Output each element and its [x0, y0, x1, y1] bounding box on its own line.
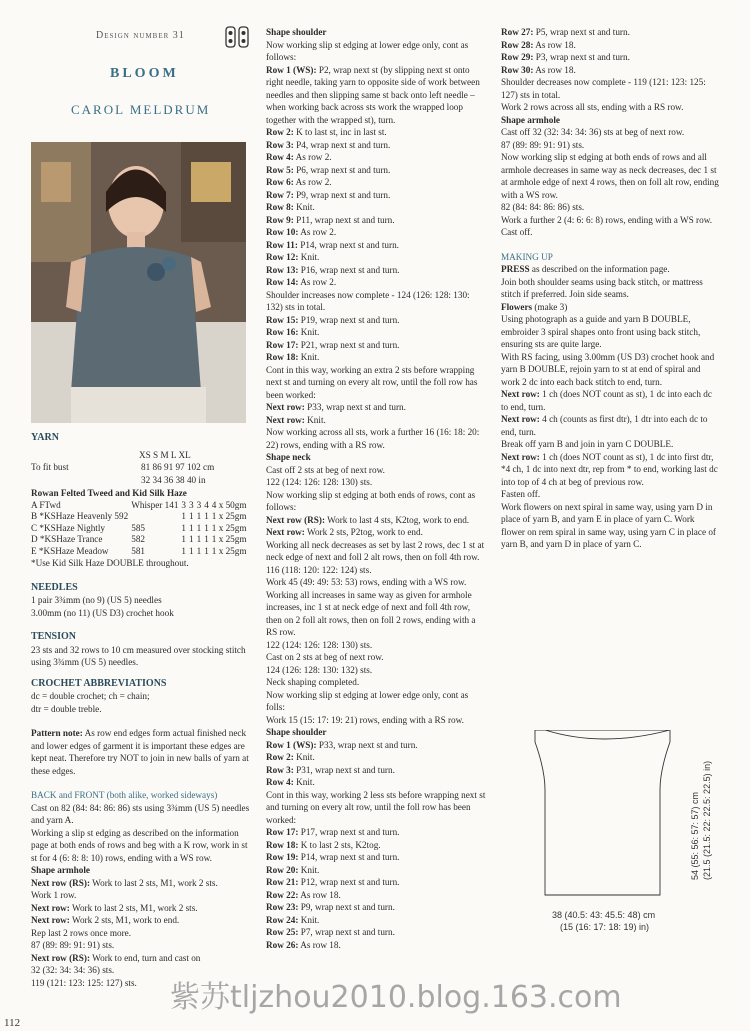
row-label: Next row (RS): [31, 952, 91, 963]
row-label: Row 15: [266, 314, 299, 325]
row-text: Knit. [307, 414, 326, 425]
yarn-cell: B *KSHaze Heavenly 592 [31, 511, 129, 521]
sizes-row: XS S M L XL [139, 449, 191, 460]
row-label: Row 17: [266, 827, 299, 837]
pattern-row [266, 776, 488, 789]
yarn-cell: A FTwd [31, 499, 61, 510]
row-label: Row 12: [266, 252, 299, 262]
yarn-cell: 1 x 25gm [211, 545, 247, 556]
row-label: Row 18: [266, 839, 299, 850]
row-text: Knit. [300, 252, 320, 262]
row-text: As row 18. [535, 64, 576, 75]
row-label: Row 11: [266, 239, 298, 250]
pattern-row [266, 314, 488, 327]
pattern-row [266, 851, 488, 864]
row-label: Row 30: [501, 64, 534, 75]
instruction-text: Working a slip st edging as described on the information page at both ends of rows and beg with a K row, work in st st for 4 (6: 8: 8: 10) rows, ending with a WS row. [31, 827, 248, 863]
row-label: PRESS [501, 264, 530, 274]
row-label: Row 25: [266, 927, 299, 937]
row-label: Row 2: [266, 752, 294, 762]
width-label: (15 (16: 17: 18: 19) in) [560, 922, 650, 932]
yarn-cell: 585 [131, 522, 145, 533]
pattern-row [266, 176, 488, 189]
crochet-abbrev: dtr = double treble. [31, 703, 102, 714]
pattern-row [501, 39, 719, 52]
yarn-cell: 1 x 25gm [211, 511, 247, 521]
instruction-text: Now working slip st edging at lower edge only, cont as follows: [266, 39, 469, 62]
row-text: Knit. [296, 752, 315, 762]
tension-heading: TENSION [31, 631, 77, 642]
subheading: Shape shoulder [266, 27, 327, 37]
pattern-note-label: Pattern note: [31, 728, 83, 738]
row-text: Work 2 sts, M1, work to end. [72, 915, 180, 925]
pattern-row [501, 51, 719, 64]
instruction-text: Shoulder decreases now complete - 119 (121: 123: 125: 127) sts in total. [501, 77, 706, 100]
pattern-row [266, 239, 488, 252]
row-label: Row 4: [266, 152, 294, 162]
bust-in: 32 34 36 38 40 in [141, 474, 206, 485]
pattern-row [266, 864, 488, 877]
row-label: Row 1 (WS): [266, 739, 317, 750]
pattern-row [266, 839, 488, 852]
instruction-text: Now working slip st edging at both ends of rows, cont as follows: [266, 489, 476, 512]
model-photo [31, 142, 246, 423]
yarn-row [31, 534, 250, 546]
instruction-text: 82 (84: 84: 86: 86) sts. [501, 202, 585, 212]
row-text: P17, wrap next st and turn. [300, 827, 400, 837]
row-text: Knit. [296, 777, 315, 787]
row-text: P12, wrap next st and turn. [300, 877, 400, 887]
instruction-text: Break off yarn B and join in yarn C DOUBLE. [501, 439, 674, 449]
yarn-cell: 4 x 50gm [211, 499, 247, 510]
row-text: P19, wrap next st and turn. [300, 314, 400, 325]
instruction-text: Working all neck decreases as set by last 2 rows, dec 1 st at neck edge of next and foll 2 alt rows, then on foll 4th row. 116 (118: 120: 122: 124) sts. [266, 539, 485, 575]
instruction-text: Neck shaping completed. [266, 677, 360, 687]
instruction-text: Cast off 2 sts at beg of next row. [266, 464, 385, 475]
yarn-row [31, 511, 250, 523]
row-label: Row 4: [266, 777, 294, 787]
yarn-row [31, 546, 250, 558]
row-text: Knit. [300, 864, 320, 875]
row-text: P14, wrap next st and turn. [300, 852, 400, 862]
row-text: K to last 2 sts, K2tog. [300, 839, 381, 850]
yarn-cell: 1 [189, 522, 194, 533]
subheading: Shape armhole [31, 865, 90, 875]
row-label: Row 16: [266, 327, 299, 337]
row-text: K to last st, inc in last st. [296, 127, 387, 137]
row-label: Next row: [266, 402, 305, 412]
row-text: P14, wrap next st and turn. [300, 239, 399, 250]
yarn-cell: 1 [181, 522, 187, 533]
instruction-text: Shoulder increases now complete - 124 (126: 128: 130: 132) sts in total. [266, 289, 470, 312]
yarn-row [31, 500, 250, 512]
yarn-table [31, 500, 250, 558]
row-text: 1 ch (does NOT count as st), 1 dc into each dc to end, turn. [501, 389, 712, 412]
instruction-text: 87 (89: 89: 91: 91) sts. [31, 940, 115, 950]
row-label: Row 2: [266, 127, 294, 137]
yarn-cell: 1 [196, 534, 202, 544]
instruction-text: Work flowers on next spiral in same way, using yarn D in place of yarn B, and yarn E in place of yarn C. Work flower on rem spiral in same way, using yarn C in place of yarn B, and yarn D in place of yarn C. [501, 501, 716, 549]
row-text: (make 3) [534, 301, 568, 312]
row-label: Row 5: [266, 164, 294, 175]
row-text: As row 18. [535, 39, 576, 50]
instruction-text: Work 15 (15: 17: 19: 21) rows, ending with a RS row. [266, 714, 464, 725]
row-label: Next row: [31, 915, 70, 925]
row-label: Row 17: [266, 339, 299, 350]
row-text: P11, wrap next st and turn. [296, 214, 395, 225]
instruction-text: 32 (32: 34: 34: 36) sts. [31, 965, 115, 975]
yarn-cell: Whisper 141 [131, 499, 179, 510]
needles-line: 3.00mm (no 11) (US D3) crochet hook [31, 607, 174, 618]
instruction-text: Rep last 2 rows once more. [31, 927, 132, 938]
needles-line: 1 pair 3¾mm (no 9) (US 5) needles [31, 595, 162, 605]
instruction-text: Cast on 82 (84: 84: 86: 86) sts using 3¾mm (US 5) needles and yarn A. [31, 802, 250, 825]
pattern-row [266, 826, 488, 839]
row-text: 1 ch (does NOT count as st), 1 dc into first dtr, *4 ch, 1 dc into next dtr, rep from * to end, working last dc into top of 4 ch at beg of previous row. [501, 451, 718, 487]
row-label: Next row: [501, 451, 540, 462]
instruction-text: 87 (89: 89: 91: 91) sts. [501, 139, 585, 150]
row-text: Work to last 4 sts, K2tog, work to end. [327, 514, 470, 525]
instruction-text: Now working slip st edging at both ends of rows and all armhole decreases in same way as neck decreases, dec 1 st at armhole edge of next 4 rows, then on foll alt row, ending with a WS row. [501, 152, 719, 200]
instruction-text: Cont in this way, working an extra 2 sts before wrapping next st and turning on every alt row, until the foll row has been worked: [266, 364, 478, 400]
pattern-row [266, 764, 488, 777]
row-label: Row 10: [266, 227, 299, 237]
yarn-cell: 1 [181, 534, 187, 544]
page-number: 112 [4, 1017, 21, 1029]
yarn-cell: 1 [181, 545, 187, 556]
row-text: Work to end, turn and cast on [92, 952, 201, 963]
yarn-row [31, 523, 250, 535]
row-label: Row 8: [266, 202, 294, 212]
row-label: Row 22: [266, 889, 299, 900]
pattern-title: BLOOM [110, 66, 179, 81]
row-text: P9, wrap next st and turn. [300, 902, 395, 912]
row-text: 4 ch (counts as first dtr), 1 dtr into each dc to end, turn. [501, 414, 708, 437]
row-text: P6, wrap next st and turn. [296, 164, 391, 175]
yarn-cell: 581 [131, 545, 145, 556]
pattern-row [266, 914, 488, 927]
design-number: Design number 31 [96, 30, 185, 41]
row-text: P9, wrap next st and turn. [296, 189, 391, 200]
row-label: Next row (RS): [31, 877, 91, 888]
row-label: Row 23: [266, 902, 299, 912]
yarn-cell: 3 [181, 499, 187, 510]
row-label: Row 21: [266, 877, 299, 887]
row-text: P4, wrap next st and turn. [296, 139, 391, 150]
pattern-row [266, 901, 488, 914]
pattern-note: As row end edges form actual finished neck and lower edges of garment it is important these edges are kept neat. Therefore try NOT to join in new balls of yarn at these edges. [31, 728, 249, 776]
row-label: Row 18: [266, 352, 299, 362]
row-text: as described on the information page. [531, 264, 670, 274]
yarn-cell: 3 [189, 499, 194, 510]
instruction-text: Work 1 row. [31, 890, 77, 900]
row-label: Next row: [501, 414, 540, 424]
instruction-text: 122 (124: 126: 128: 130) sts. [266, 477, 373, 487]
pattern-row [266, 201, 488, 214]
row-label: Row 24: [266, 914, 299, 925]
instruction-text: Working all increases in same way as given for armhole increases, inc 1 st at neck edge of next and foll 4th row, then on 2 foll alt rows, then on foll 2 rows, ending with a RS row. [266, 589, 476, 637]
row-text: Work to last 2 sts, M1, work 2 sts. [72, 902, 198, 913]
instruction-text: Work a further 2 (4: 6: 6: 8) rows, ending with a WS row. [501, 214, 713, 225]
row-text: As row 18. [300, 939, 341, 950]
row-text: P33, wrap next st and turn. [318, 739, 418, 750]
yarn-cell: 4 [204, 499, 209, 510]
needles-heading: NEEDLES [31, 581, 78, 593]
instruction-text: Cast off. [501, 227, 533, 237]
row-label: Row 27: [501, 27, 534, 37]
pattern-row [266, 739, 488, 752]
row-text: As row 18. [300, 889, 341, 900]
row-text: Knit. [300, 352, 320, 362]
pattern-row [266, 264, 488, 277]
row-label: Row 1 (WS): [266, 64, 317, 75]
row-label: Next row (RS): [266, 514, 326, 525]
pattern-row [266, 351, 488, 364]
row-label: Row 3: [266, 139, 294, 150]
yarn-cell: E *KSHaze Meadow [31, 545, 109, 556]
row-label: Row 29: [501, 52, 534, 62]
row-label: Row 7: [266, 189, 294, 200]
yarn-cell: D *KSHaze Trance [31, 534, 103, 544]
row-label: Row 26: [266, 939, 299, 950]
row-label: Next row: [31, 902, 70, 913]
yarn-cell: 1 [204, 545, 209, 556]
instruction-text: Using photograph as a guide and yarn B DOUBLE, embroider 3 spiral shapes onto front using back stitch, ensuring sts are quite large. [501, 314, 701, 349]
instruction-text: Now working across all sts, work a further 16 (16: 18: 20: 22) rows, ending with a RS row. [266, 427, 480, 450]
yarn-cell: 582 [131, 534, 145, 544]
pattern-row [266, 751, 488, 764]
row-text: P7, wrap next st and turn. [300, 927, 395, 937]
instruction-text: With RS facing, using 3.00mm (US D3) crochet hook and yarn B DOUBLE, rejoin yarn to st at end of spiral and work 2 dc into each back stitch to end, turn. [501, 351, 715, 387]
height-label: 54 (55: 56: 57: 57) cm [690, 791, 700, 880]
yarn-cell: 1 [196, 545, 202, 556]
yarn-cell: 1 [189, 545, 194, 556]
row-text: As row 2. [295, 177, 332, 187]
pattern-row [266, 339, 488, 352]
yarn-cell [131, 511, 181, 523]
yarn-cell: 1 x 25gm [211, 522, 247, 533]
yarn-cell: 1 [189, 511, 194, 521]
pattern-row [266, 151, 488, 164]
row-text: Knit. [300, 327, 320, 337]
row-label: Next row: [266, 414, 305, 425]
instruction-text: Cast off 32 (32: 34: 34: 36) sts at beg of next row. [501, 127, 685, 137]
instruction-text: Work 45 (49: 49: 53: 53) rows, ending with a WS row. [266, 577, 467, 587]
row-label: Row 9: [266, 214, 294, 225]
row-label: Row 13: [266, 264, 299, 275]
pattern-row [266, 276, 488, 289]
pattern-row [266, 164, 488, 177]
pattern-row [501, 26, 719, 39]
instruction-text: 122 (124: 126: 128: 130) sts. [266, 639, 373, 650]
row-label: Row 28: [501, 39, 534, 50]
row-text: P16, wrap next st and turn. [300, 264, 400, 275]
row-text: P31, wrap next st and turn. [296, 764, 395, 775]
width-label: 38 (40.5: 43: 45.5: 48) cm [552, 910, 656, 920]
pattern-row [266, 889, 488, 902]
instruction-text: Cast on 2 sts at beg of next row. [266, 652, 384, 662]
row-text: P33, wrap next st and turn. [307, 402, 406, 412]
row-text: P5, wrap next st and turn. [535, 27, 630, 37]
pattern-row [266, 326, 488, 339]
row-text: As row 2. [300, 277, 337, 287]
crochet-heading: CROCHET ABBREVIATIONS [31, 677, 167, 689]
yarn-cell: 1 [189, 534, 194, 544]
row-label: Next row: [266, 527, 305, 537]
instruction-text: Join both shoulder seams using back stitch, or mattress stitch if preferred. Join side seams. [501, 276, 703, 299]
instruction-text: Fasten off. [501, 489, 541, 499]
pattern-row [266, 251, 488, 264]
row-label: Row 19: [266, 852, 299, 862]
bust-cm: 81 86 91 97 102 cm [141, 462, 215, 472]
pattern-row [266, 189, 488, 202]
row-label: Row 14: [266, 277, 299, 287]
yarn-cell: 1 [204, 534, 209, 544]
yarn-cell: 1 x 25gm [211, 534, 247, 544]
bust-label: To fit bust [31, 462, 69, 472]
row-label: Row 6: [266, 177, 294, 187]
subheading: Shape armhole [501, 114, 560, 125]
yarn-note: *Use Kid Silk Haze DOUBLE throughout. [31, 558, 189, 568]
row-text: Knit. [296, 202, 315, 212]
row-label: Next row: [501, 389, 540, 399]
subheading: Shape neck [266, 452, 311, 462]
pattern-row [266, 214, 488, 227]
yarn-cell: 1 [181, 511, 187, 521]
row-label: Row 3: [266, 764, 294, 775]
row-label: Flowers [501, 301, 533, 312]
yarn-cell: C *KSHaze Nightly [31, 522, 106, 533]
yarn-cell: 1 [196, 522, 202, 533]
row-label: Row 20: [266, 864, 299, 875]
row-text: Work to last 2 sts, M1, work 2 sts. [92, 877, 218, 888]
yarn-cell: 1 [204, 511, 209, 521]
watermark-text: 紫苏tljzhou2010.blog.163.com [170, 980, 622, 1015]
row-text: Knit. [300, 914, 320, 925]
tension-text: 23 sts and 32 rows to 10 cm measured over stocking stitch using 3¾mm (US 5) needles. [31, 644, 246, 667]
yarn-cell: 1 [196, 511, 202, 521]
pattern-row [266, 926, 488, 939]
instruction-text: Work 2 rows across all sts, ending with a RS row. [501, 102, 684, 112]
row-text: Work 2 sts, P2tog, work to end. [307, 527, 423, 537]
row-text: P2, wrap next st (by slipping next st onto right needle, taking yarn to opposite side of work between needles and then slipping same st back onto left needle – when working back across sts work the wrapped loop together with the wrapped st), turn. [266, 64, 480, 125]
designer-name: CAROL MELDRUM [71, 102, 211, 117]
instruction-text: Now working slip st edging at lower edge only, cont as folls: [266, 689, 469, 712]
section-heading: MAKING UP [501, 251, 553, 262]
pattern-row [501, 64, 719, 77]
pattern-row [266, 939, 488, 952]
yarn-heading: YARN [31, 432, 59, 443]
pattern-row [266, 139, 488, 152]
height-label: (21.5 (21.5: 22: 22.5: 22.5) in) [702, 760, 712, 880]
instruction-text: 124 (126: 128: 130: 132) sts. [266, 664, 373, 675]
pattern-row [266, 226, 488, 239]
section-heading: BACK and FRONT (both alike, worked sideways) [31, 790, 218, 800]
row-text: As row 2. [295, 152, 332, 162]
row-text: P3, wrap next st and turn. [535, 52, 630, 62]
pattern-row [266, 126, 488, 139]
crochet-abbrev: dc = double crochet; ch = chain; [31, 691, 150, 701]
instruction-text: Cont in this way, working 2 less sts before wrapping next st and turning on every alt row, until the foll row has been worked: [266, 789, 486, 825]
yarn-name: Rowan Felted Tweed and Kid Silk Haze [31, 488, 187, 498]
instruction-text: 119 (121: 123: 125: 127) sts. [31, 977, 137, 988]
pattern-row [266, 876, 488, 889]
row-text: As row 2. [300, 227, 337, 237]
yarn-cell: 1 [204, 522, 209, 533]
subheading: Shape shoulder [266, 727, 327, 737]
knitting-needles-icon [224, 24, 250, 50]
yarn-cell: 3 [196, 499, 202, 510]
row-text: P21, wrap next st and turn. [300, 339, 400, 350]
